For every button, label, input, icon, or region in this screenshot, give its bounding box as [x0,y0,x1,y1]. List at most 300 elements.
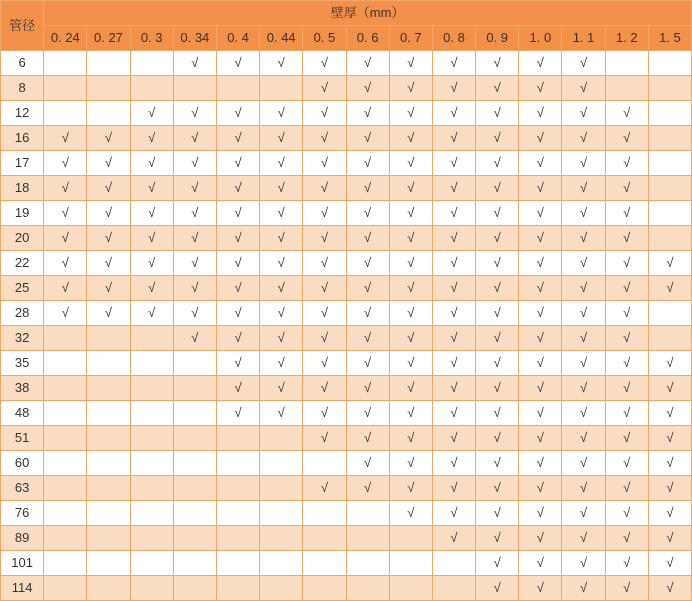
cell-empty [87,76,130,101]
cell-check: √ [346,476,389,501]
cell-check: √ [303,101,346,126]
cell-check: √ [260,51,303,76]
cell-check: √ [519,551,562,576]
cell-empty [216,526,259,551]
cell-check: √ [648,351,691,376]
cell-empty [130,401,173,426]
cell-check: √ [260,401,303,426]
cell-check: √ [476,101,519,126]
cell-check: √ [216,151,259,176]
cell-check: √ [44,151,87,176]
cell-check: √ [519,576,562,601]
cell-check: √ [389,426,432,451]
cell-check: √ [476,576,519,601]
cell-empty [87,101,130,126]
cell-check: √ [648,276,691,301]
cell-check: √ [605,151,648,176]
table-row [1,451,692,476]
cell-check: √ [173,51,216,76]
cell-empty [605,76,648,101]
cell-check: √ [260,326,303,351]
cell-check: √ [303,201,346,226]
cell-check: √ [216,176,259,201]
cell-diameter: 51 [1,426,44,451]
header-thickness-1: 0. 27 [87,26,130,51]
cell-empty [44,501,87,526]
table-row [1,276,692,301]
table-row [1,476,692,501]
table-row [1,51,692,76]
table-header [1,1,692,51]
cell-check: √ [303,276,346,301]
cell-check: √ [432,276,475,301]
cell-empty [87,501,130,526]
cell-check: √ [216,226,259,251]
cell-empty [432,576,475,601]
cell-check: √ [346,401,389,426]
cell-empty [173,376,216,401]
cell-check: √ [216,376,259,401]
cell-empty [87,51,130,76]
cell-empty [44,376,87,401]
cell-check: √ [303,401,346,426]
cell-empty [173,351,216,376]
cell-check: √ [87,176,130,201]
cell-check: √ [87,151,130,176]
cell-empty [87,326,130,351]
cell-diameter: 32 [1,326,44,351]
cell-check: √ [389,376,432,401]
cell-check: √ [648,451,691,476]
cell-empty [648,101,691,126]
cell-check: √ [130,226,173,251]
cell-check: √ [562,426,605,451]
cell-diameter: 35 [1,351,44,376]
cell-empty [346,576,389,601]
cell-diameter: 17 [1,151,44,176]
cell-check: √ [432,151,475,176]
cell-empty [648,301,691,326]
cell-check: √ [173,226,216,251]
cell-check: √ [432,201,475,226]
cell-check: √ [605,326,648,351]
cell-check: √ [87,226,130,251]
cell-check: √ [216,301,259,326]
cell-check: √ [519,226,562,251]
cell-check: √ [476,526,519,551]
cell-check: √ [476,126,519,151]
cell-check: √ [519,151,562,176]
cell-empty [44,401,87,426]
cell-check: √ [130,276,173,301]
cell-empty [130,451,173,476]
cell-empty [130,551,173,576]
cell-check: √ [173,251,216,276]
header-thickness-8: 0. 7 [389,26,432,51]
cell-diameter: 38 [1,376,44,401]
cell-empty [130,376,173,401]
cell-empty [648,51,691,76]
cell-empty [260,526,303,551]
cell-check: √ [260,301,303,326]
cell-check: √ [605,376,648,401]
cell-check: √ [648,426,691,451]
cell-check: √ [476,276,519,301]
cell-check: √ [346,451,389,476]
cell-check: √ [562,101,605,126]
cell-check: √ [303,51,346,76]
cell-check: √ [432,226,475,251]
cell-check: √ [260,201,303,226]
cell-check: √ [173,276,216,301]
cell-check: √ [562,226,605,251]
cell-check: √ [346,101,389,126]
cell-check: √ [346,251,389,276]
cell-empty [87,476,130,501]
cell-check: √ [476,326,519,351]
cell-empty [648,151,691,176]
cell-check: √ [476,151,519,176]
cell-check: √ [432,351,475,376]
cell-check: √ [303,151,346,176]
cell-check: √ [389,501,432,526]
cell-check: √ [216,51,259,76]
cell-empty [216,451,259,476]
table-row [1,76,692,101]
cell-empty [130,351,173,376]
table-body [1,51,692,601]
cell-empty [605,51,648,76]
header-thickness-11: 1. 0 [519,26,562,51]
cell-check: √ [389,251,432,276]
header-thickness-banner: 壁厚（mm） [44,1,692,26]
cell-check: √ [605,551,648,576]
cell-check: √ [260,376,303,401]
cell-check: √ [519,251,562,276]
cell-check: √ [562,351,605,376]
cell-check: √ [130,251,173,276]
cell-check: √ [562,251,605,276]
cell-empty [130,526,173,551]
cell-empty [173,426,216,451]
cell-check: √ [346,176,389,201]
cell-check: √ [605,126,648,151]
cell-diameter: 114 [1,576,44,601]
cell-check: √ [476,201,519,226]
cell-empty [260,501,303,526]
cell-check: √ [605,351,648,376]
cell-diameter: 25 [1,276,44,301]
header-thickness-3: 0. 34 [173,26,216,51]
cell-check: √ [519,351,562,376]
cell-check: √ [519,101,562,126]
cell-check: √ [519,526,562,551]
cell-diameter: 63 [1,476,44,501]
cell-check: √ [44,176,87,201]
cell-check: √ [605,526,648,551]
cell-check: √ [173,176,216,201]
table-row [1,576,692,601]
cell-empty [389,551,432,576]
cell-empty [44,101,87,126]
cell-check: √ [605,401,648,426]
cell-check: √ [519,176,562,201]
cell-check: √ [130,176,173,201]
cell-check: √ [173,151,216,176]
cell-check: √ [519,476,562,501]
cell-empty [87,426,130,451]
cell-diameter: 8 [1,76,44,101]
cell-check: √ [562,501,605,526]
table-row [1,351,692,376]
cell-check: √ [432,301,475,326]
cell-check: √ [476,451,519,476]
cell-diameter: 28 [1,301,44,326]
cell-check: √ [605,426,648,451]
cell-empty [346,526,389,551]
table-row [1,401,692,426]
cell-diameter: 18 [1,176,44,201]
cell-check: √ [346,151,389,176]
cell-check: √ [303,76,346,101]
header-thickness-7: 0. 6 [346,26,389,51]
cell-empty [260,551,303,576]
cell-check: √ [519,126,562,151]
cell-check: √ [389,151,432,176]
cell-check: √ [346,351,389,376]
table-row [1,226,692,251]
cell-check: √ [562,276,605,301]
cell-check: √ [519,451,562,476]
cell-empty [130,326,173,351]
cell-check: √ [605,101,648,126]
header-banner-row [1,1,692,26]
cell-check: √ [605,176,648,201]
cell-empty [87,551,130,576]
cell-empty [173,501,216,526]
cell-empty [44,326,87,351]
cell-empty [173,551,216,576]
cell-check: √ [130,301,173,326]
cell-diameter: 60 [1,451,44,476]
table-row [1,301,692,326]
cell-check: √ [476,501,519,526]
cell-check: √ [648,576,691,601]
cell-diameter: 48 [1,401,44,426]
cell-empty [216,551,259,576]
cell-check: √ [432,51,475,76]
cell-diameter: 12 [1,101,44,126]
cell-check: √ [476,301,519,326]
cell-check: √ [173,201,216,226]
cell-check: √ [303,176,346,201]
cell-check: √ [432,76,475,101]
cell-check: √ [87,201,130,226]
cell-diameter: 20 [1,226,44,251]
cell-empty [346,551,389,576]
cell-empty [130,51,173,76]
cell-check: √ [605,251,648,276]
cell-empty [216,476,259,501]
cell-check: √ [389,76,432,101]
cell-check: √ [260,101,303,126]
cell-empty [87,401,130,426]
cell-check: √ [303,226,346,251]
cell-empty [44,451,87,476]
cell-empty [648,76,691,101]
cell-check: √ [389,226,432,251]
cell-empty [44,426,87,451]
cell-check: √ [87,126,130,151]
cell-check: √ [519,426,562,451]
cell-check: √ [303,126,346,151]
cell-check: √ [44,251,87,276]
cell-diameter: 19 [1,201,44,226]
cell-check: √ [346,426,389,451]
header-thickness-10: 0. 9 [476,26,519,51]
cell-empty [44,526,87,551]
cell-empty [648,226,691,251]
cell-empty [648,201,691,226]
cell-check: √ [648,401,691,426]
cell-check: √ [432,251,475,276]
cell-check: √ [303,301,346,326]
cell-check: √ [562,551,605,576]
cell-empty [130,426,173,451]
cell-empty [389,576,432,601]
cell-check: √ [260,151,303,176]
cell-empty [173,476,216,501]
cell-check: √ [346,376,389,401]
cell-check: √ [303,376,346,401]
cell-empty [216,426,259,451]
cell-check: √ [519,76,562,101]
cell-empty [432,551,475,576]
cell-check: √ [648,501,691,526]
cell-check: √ [519,201,562,226]
cell-check: √ [562,201,605,226]
cell-check: √ [173,101,216,126]
cell-empty [173,526,216,551]
cell-check: √ [303,251,346,276]
cell-check: √ [303,351,346,376]
cell-check: √ [519,401,562,426]
cell-empty [648,126,691,151]
cell-check: √ [346,301,389,326]
table-row [1,501,692,526]
cell-empty [260,76,303,101]
cell-empty [303,501,346,526]
cell-check: √ [346,76,389,101]
cell-check: √ [389,51,432,76]
cell-check: √ [216,201,259,226]
cell-empty [173,76,216,101]
cell-check: √ [476,176,519,201]
cell-check: √ [432,501,475,526]
cell-diameter: 101 [1,551,44,576]
cell-check: √ [44,201,87,226]
cell-check: √ [173,126,216,151]
cell-check: √ [216,101,259,126]
table-row [1,251,692,276]
cell-empty [173,576,216,601]
cell-check: √ [476,426,519,451]
cell-diameter: 22 [1,251,44,276]
cell-check: √ [476,76,519,101]
cell-check: √ [130,151,173,176]
cell-check: √ [130,126,173,151]
cell-check: √ [476,401,519,426]
cell-check: √ [44,226,87,251]
cell-check: √ [216,401,259,426]
cell-check: √ [476,476,519,501]
cell-check: √ [432,101,475,126]
cell-check: √ [476,551,519,576]
cell-check: √ [87,301,130,326]
cell-check: √ [389,476,432,501]
cell-check: √ [303,326,346,351]
cell-check: √ [562,126,605,151]
cell-empty [303,526,346,551]
cell-empty [173,451,216,476]
cell-check: √ [346,126,389,151]
cell-check: √ [260,351,303,376]
cell-diameter: 76 [1,501,44,526]
cell-check: √ [216,276,259,301]
cell-check: √ [260,276,303,301]
table-row [1,551,692,576]
cell-check: √ [303,426,346,451]
cell-check: √ [648,251,691,276]
cell-empty [216,576,259,601]
cell-empty [44,76,87,101]
cell-check: √ [346,226,389,251]
header-thickness-9: 0. 8 [432,26,475,51]
cell-check: √ [303,476,346,501]
cell-check: √ [562,76,605,101]
cell-diameter: 6 [1,51,44,76]
header-thickness-13: 1. 2 [605,26,648,51]
cell-check: √ [562,51,605,76]
header-diameter-label: 管径 [1,1,44,51]
cell-check: √ [130,101,173,126]
cell-empty [130,576,173,601]
header-thickness-2: 0. 3 [130,26,173,51]
cell-check: √ [87,276,130,301]
cell-empty [260,476,303,501]
table-row [1,201,692,226]
cell-empty [44,351,87,376]
header-thickness-4: 0. 4 [216,26,259,51]
cell-check: √ [432,526,475,551]
cell-check: √ [432,176,475,201]
cell-empty [44,551,87,576]
cell-check: √ [432,426,475,451]
cell-check: √ [389,351,432,376]
cell-check: √ [605,226,648,251]
cell-check: √ [605,301,648,326]
cell-check: √ [432,376,475,401]
cell-empty [260,426,303,451]
cell-empty [130,476,173,501]
cell-check: √ [260,226,303,251]
cell-check: √ [432,476,475,501]
header-thickness-12: 1. 1 [562,26,605,51]
cell-empty [130,76,173,101]
cell-check: √ [562,376,605,401]
cell-check: √ [562,151,605,176]
table-row [1,126,692,151]
